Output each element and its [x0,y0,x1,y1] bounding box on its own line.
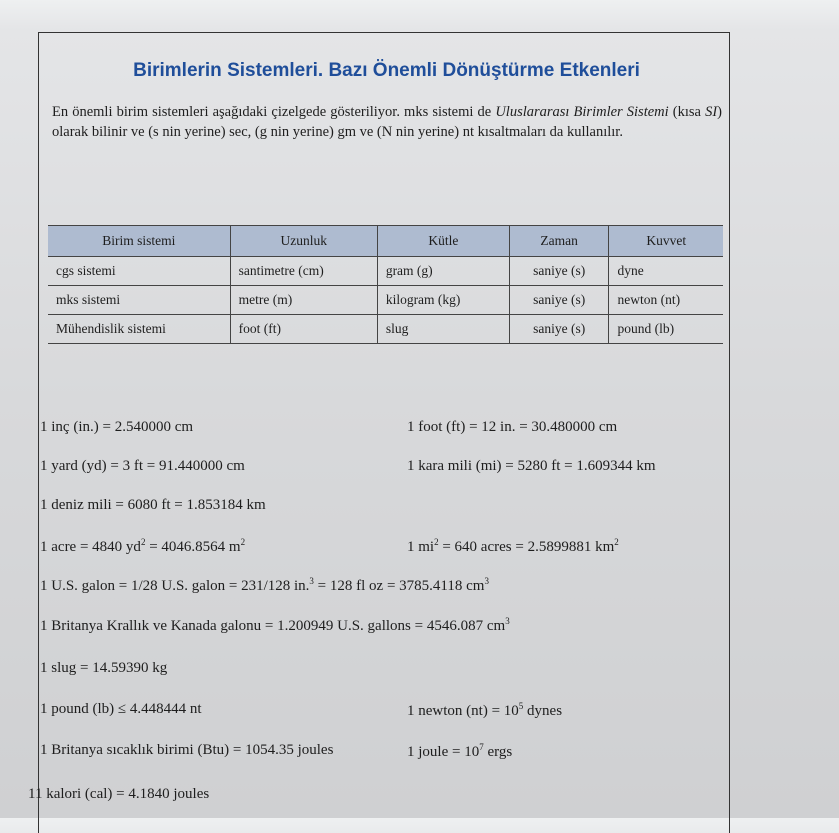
table-row [48,257,723,286]
superscript: 2 [434,537,439,547]
table-cell: dyne [609,257,723,286]
formula-text: 1 acre = 4840 yd [40,539,141,555]
conversion-formula [40,537,245,556]
formula-text: = 4046.8564 m [145,539,241,555]
formula-text: 1 newton (nt) = 10 [407,703,519,719]
conversion-formula [28,786,209,803]
table-row [48,286,723,315]
table-cell: slug [377,315,509,344]
table-cell: gram (g) [377,257,509,286]
superscript: 2 [140,537,146,547]
superscript: 2 [614,537,619,547]
table-cell: saniye (s) [509,315,609,344]
conversion-formula [407,701,562,720]
table-cell: santimetre (cm) [230,257,377,286]
formula-text: = 128 fl oz = 3785.4118 cm [313,578,485,594]
formula-text: 1 kara mili (mi) = 5280 ft = 1.609344 km [407,458,656,474]
table-cell: foot (ft) [230,315,377,344]
table-row [48,315,723,344]
table-cell: Mühendislik sistemi [48,315,230,344]
intro-italic: SI [705,104,718,120]
formula-text: 1 slug = 14.59390 kg [40,660,168,676]
header-cell: Birim sistemi [48,226,230,257]
conversion-formula [40,660,167,677]
formula-text: 11 kalori (cal) = 4.1840 joules [28,786,210,802]
conversion-formula [40,497,266,514]
formula-text: 1 yard (yd) = 3 ft = 91.440000 cm [40,458,245,474]
table-cell: newton (nt) [609,286,723,315]
page-title: Birimlerin Sistemleri. Bazı Önemli Dönüştürme Etkenleri [133,60,640,81]
table-cell: saniye (s) [509,257,609,286]
conversion-formula [407,419,617,436]
conversion-formula [40,616,510,635]
formula-text: ergs [483,744,513,760]
table-cell: mks sistemi [48,286,230,315]
header-cell: Kütle [377,226,509,257]
superscript: 3 [505,616,510,626]
table-cell: saniye (s) [509,286,609,315]
formula-text: 1 joule = 10 [407,744,480,760]
formula-text: 1 U.S. galon = 1/28 U.S. galon = 231/128 in. [40,578,310,594]
formula-text: 1 Britanya sıcaklık birimi (Btu) = 1054.35 joules [40,742,334,758]
intro-text: ) olarak bilinir ve (s nin yerine) sec, (g nin yerine) gm ve (N nin yerine) nt kısaltmaları da kullanılır. [52,104,722,140]
intro-italic: Uluslararası Birimler Sistemi [495,104,669,120]
header-cell: Kuvvet [609,226,723,257]
formula-text: 1 mi [407,539,435,555]
conversion-formula [40,701,202,718]
formula-text: 1 pound (lb) ≤ 4.448444 nt [40,701,202,717]
superscript: 2 [240,537,246,547]
table-cell: pound (lb) [609,315,723,344]
unit-systems-table [48,225,723,344]
formula-text: 1 Britanya Krallık ve Kanada galonu = 1.200949 U.S. gallons = 4546.087 cm [40,618,506,634]
conversion-formula [40,458,245,475]
formula-text: dynes [523,703,563,719]
intro-text: (kısa [668,104,706,120]
superscript: 3 [484,576,489,586]
intro-paragraph [52,102,722,142]
intro-text: En önemli birim sistemleri aşağıdaki çizelgede gösteriliyor. mks sistemi de [52,104,496,120]
conversion-formula [407,742,512,761]
header-cell: Uzunluk [230,226,377,257]
conversion-formula [407,458,656,475]
formula-text: 1 foot (ft) = 12 in. = 30.480000 cm [407,419,618,435]
conversion-formula [40,576,489,595]
table-cell: metre (m) [230,286,377,315]
superscript: 7 [479,742,484,752]
table-cell: cgs sistemi [48,257,230,286]
conversion-formula [40,742,333,759]
superscript: 5 [518,701,524,711]
formula-text: = 640 acres = 2.5899881 km [438,539,615,555]
superscript: 3 [309,576,314,586]
formula-text: 1 deniz mili = 6080 ft = 1.853184 km [40,497,266,513]
conversion-formula [407,537,619,556]
header-cell: Zaman [509,226,609,257]
table-cell: kilogram (kg) [377,286,509,315]
formula-text: 1 inç (in.) = 2.540000 cm [40,419,194,435]
table-header-row [48,226,723,257]
conversion-formula [40,419,193,436]
